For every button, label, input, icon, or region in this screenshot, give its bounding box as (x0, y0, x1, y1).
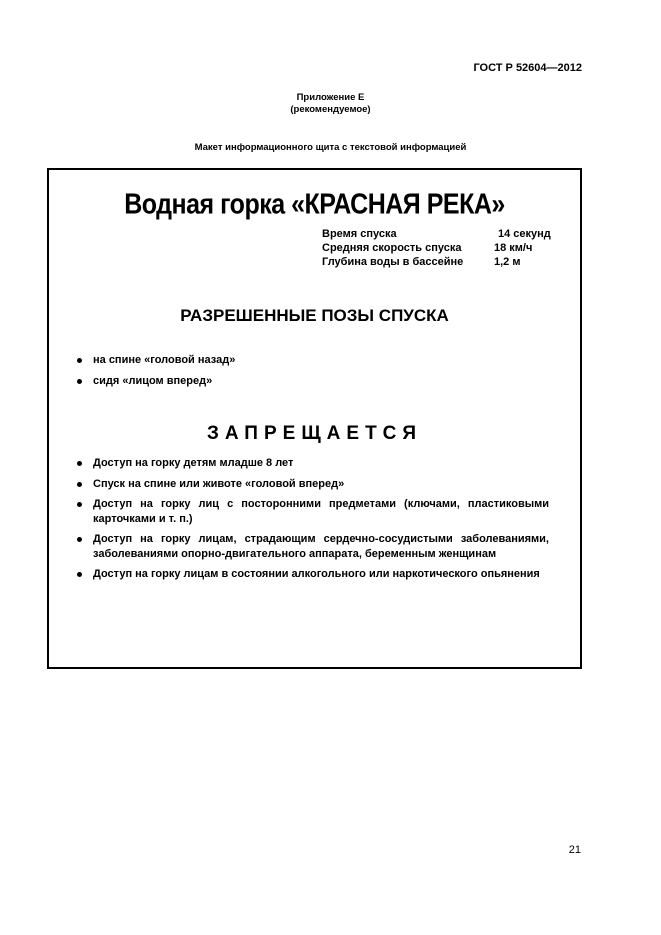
list-item: сидя «лицом вперед» (77, 374, 235, 389)
allowed-list (77, 353, 235, 394)
bullet-icon (77, 358, 82, 363)
standard-number: ГОСТ Р 52604—2012 (473, 62, 582, 74)
sign-title: Водная горка «КРАСНАЯ РЕКА» (124, 188, 505, 221)
annex-subtitle: (рекомендуемое) (290, 104, 371, 115)
stat-label: Время спуска (322, 228, 397, 240)
bullet-icon (77, 379, 82, 384)
bullet-icon (77, 482, 82, 487)
allowed-heading: РАЗРЕШЕННЫЕ ПОЗЫ СПУСКА (180, 306, 449, 325)
annex-title: Приложение Е (296, 92, 365, 103)
bullet-icon (77, 572, 82, 577)
list-item: Доступ на горку лиц с посторонними предметами (ключами, пластиковыми карточками и т. п.) (77, 497, 549, 526)
list-item: Доступ на горку детям младше 8 лет (77, 456, 549, 471)
stat-row (322, 227, 562, 241)
stat-value: 18 км/ч (494, 242, 533, 254)
figure-caption: Макет информационного щита с текстовой информацией (194, 142, 467, 153)
bullet-icon (77, 502, 82, 507)
list-item: Доступ на горку лицам в состоянии алкогольного или наркотического опьянения (77, 567, 549, 582)
bullet-icon (77, 461, 82, 466)
page-number: 21 (568, 844, 581, 856)
forbidden-list (77, 456, 549, 588)
list-item: Доступ на горку лицам, страдающим сердечно-сосудистыми заболеваниями, заболеваниями опорно-двигательного аппарата, беременным женщинам (77, 532, 549, 561)
info-sign-panel (47, 168, 582, 669)
list-item: Спуск на спине или животе «головой вперед» (77, 477, 549, 492)
list-item: на спине «головой назад» (77, 353, 235, 368)
stat-row (322, 255, 562, 269)
bullet-icon (77, 537, 82, 542)
slide-stats (322, 227, 562, 269)
forbidden-heading: ЗАПРЕЩАЕТСЯ (206, 423, 423, 444)
stat-value: 14 секунд (498, 228, 551, 240)
stat-row (322, 241, 562, 255)
stat-label: Глубина воды в бассейне (322, 256, 464, 268)
stat-label: Средняя скорость спуска (322, 242, 462, 254)
stat-value: 1,2 м (494, 256, 521, 268)
